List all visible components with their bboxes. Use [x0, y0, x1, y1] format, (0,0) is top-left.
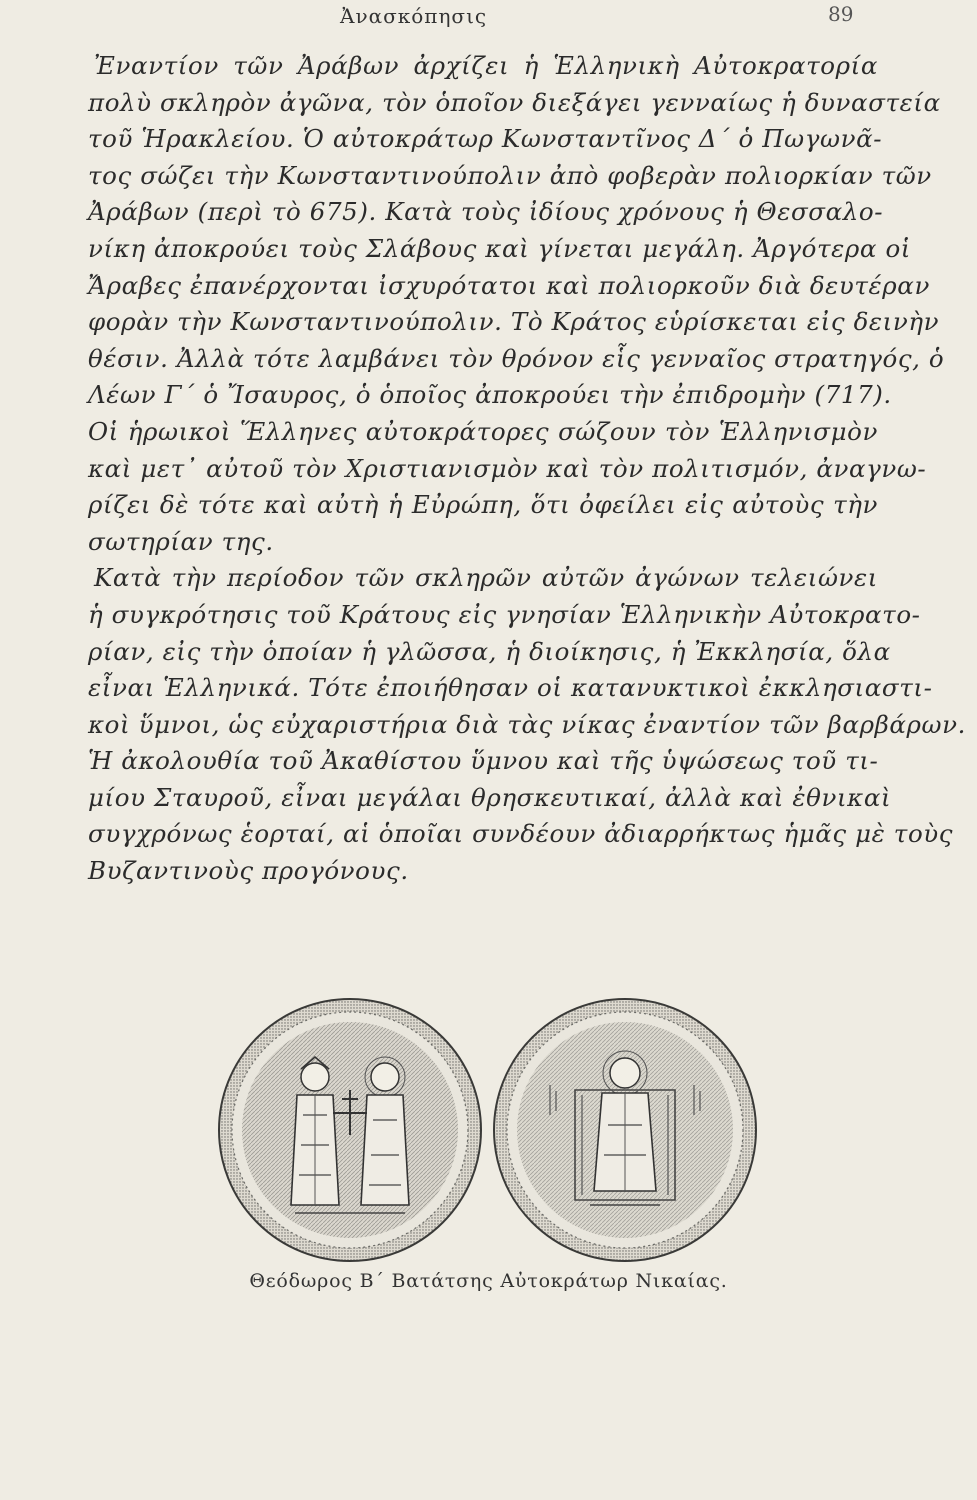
text-line: μίου Σταυροῦ, εἶναι μεγάλαι θρησκευτικαί, ἀλλὰ καὶ ἐθνικαὶ: [88, 782, 892, 812]
text-line: ρίζει δὲ τότε καὶ αὐτὴ ἡ Εὐρώπη, ὅτι ὀφείλει εἰς αὐτοὺς τὴν: [88, 490, 878, 520]
text-line: καὶ μετ᾿ αὐτοῦ τὸν Χριστιανισμὸν καὶ τὸν πολιτισμόν, ἀναγνω-: [88, 453, 927, 483]
text-line: θέσιν. Ἀλλὰ τότε λαμβάνει τὸν θρόνον εἷς γενναῖος στρατηγός, ὁ: [88, 343, 945, 373]
text-line: Οἱ ἡρωικοὶ Ἕλληνες αὐτοκράτορες σώζουν τὸν Ἑλληνισμὸν: [88, 416, 878, 446]
text-line: Βυζαντινοὺς προγόνους.: [88, 856, 409, 886]
text-line: Κατὰ τὴν περίοδον τῶν σκληρῶν αὐτῶν ἀγώνων τελειώνει: [94, 563, 878, 593]
coin-figure: [215, 995, 760, 1265]
page-number: 89: [828, 2, 854, 26]
text-line: τος σώζει τὴν Κωνσταντινούπολιν ἀπὸ φοβερὰν πολιορκίαν τῶν: [88, 160, 932, 190]
text-line: Ἡ ἀκολουθία τοῦ Ἀκαθίστου ὕμνου καὶ τῆς ὑψώσεως τοῦ τι-: [88, 746, 879, 776]
coin-reverse-icon: [490, 995, 760, 1265]
text-line: Ἄραβες ἐπανέρχονται ἰσχυρότατοι καὶ πολιορκοῦν διὰ δευτέραν: [88, 270, 930, 300]
body-text: [88, 48, 966, 890]
text-line: Ἐναντίον τῶν Ἀράβων ἀρχίζει ἡ Ἑλληνικὴ Αὐτοκρατορία: [94, 51, 878, 80]
paragraph: [88, 48, 945, 560]
text-line: κοὶ ὕμνοι, ὡς εὐχαριστήρια διὰ τὰς νίκας ἐναντίον τῶν βαρβάρων.: [88, 709, 966, 739]
running-title: Ἀνασκόπησις: [340, 4, 488, 28]
figure-caption: Θεόδωρος Β΄ Βατάτσης Αὐτοκράτωρ Νικαίας.: [249, 1270, 728, 1292]
text-line: εἶναι Ἑλληνικά. Τότε ἐποιήθησαν οἱ κατανυκτικοὶ ἐκκλησιαστι-: [88, 673, 933, 703]
text-line: Ἀράβων (περὶ τὸ 675). Κατὰ τοὺς ἰδίους χρόνους ἡ Θεσσαλο-: [88, 197, 884, 227]
text-line: φορὰν τὴν Κωνσταντινούπολιν. Τὸ Κράτος εὑρίσκεται εἰς δεινὴν: [88, 307, 940, 337]
text-line: συγχρόνως ἑορταί, αἱ ὁποῖαι συνδέουν ἀδιαρρήκτως ἡμᾶς μὲ τοὺς: [88, 819, 954, 849]
paragraph: [88, 560, 966, 889]
text-line: νίκη ἀποκρούει τοὺς Σλάβους καὶ γίνεται μεγάλη. Ἀργότερα οἱ: [88, 233, 912, 263]
coin-obverse-icon: [215, 995, 485, 1265]
text-line: πολὺ σκληρὸν ἀγῶνα, τὸν ὁποῖον διεξάγει γενναίως ἡ δυναστεία: [88, 87, 941, 117]
text-line: ἡ συγκρότησις τοῦ Κράτους εἰς γνησίαν Ἑλληνικὴν Αὐτοκρατο-: [88, 599, 921, 629]
running-head: [0, 2, 977, 26]
text-line: σωτηρίαν της.: [88, 526, 274, 556]
text-line: ρίαν, εἰς τὴν ὁποίαν ἡ γλῶσσα, ἡ διοίκησις, ἡ Ἐκκλησία, ὅλα: [88, 636, 891, 666]
text-line: Λέων Γ΄ ὁ Ἴσαυρος, ὁ ὁποῖος ἀποκρούει τὴν ἐπιδρομὴν (717).: [88, 380, 892, 410]
text-line: τοῦ Ἡρακλείου. Ὁ αὐτοκράτωρ Κωνσταντῖνος Δ΄ ὁ Πωγωνᾶ-: [88, 124, 883, 154]
